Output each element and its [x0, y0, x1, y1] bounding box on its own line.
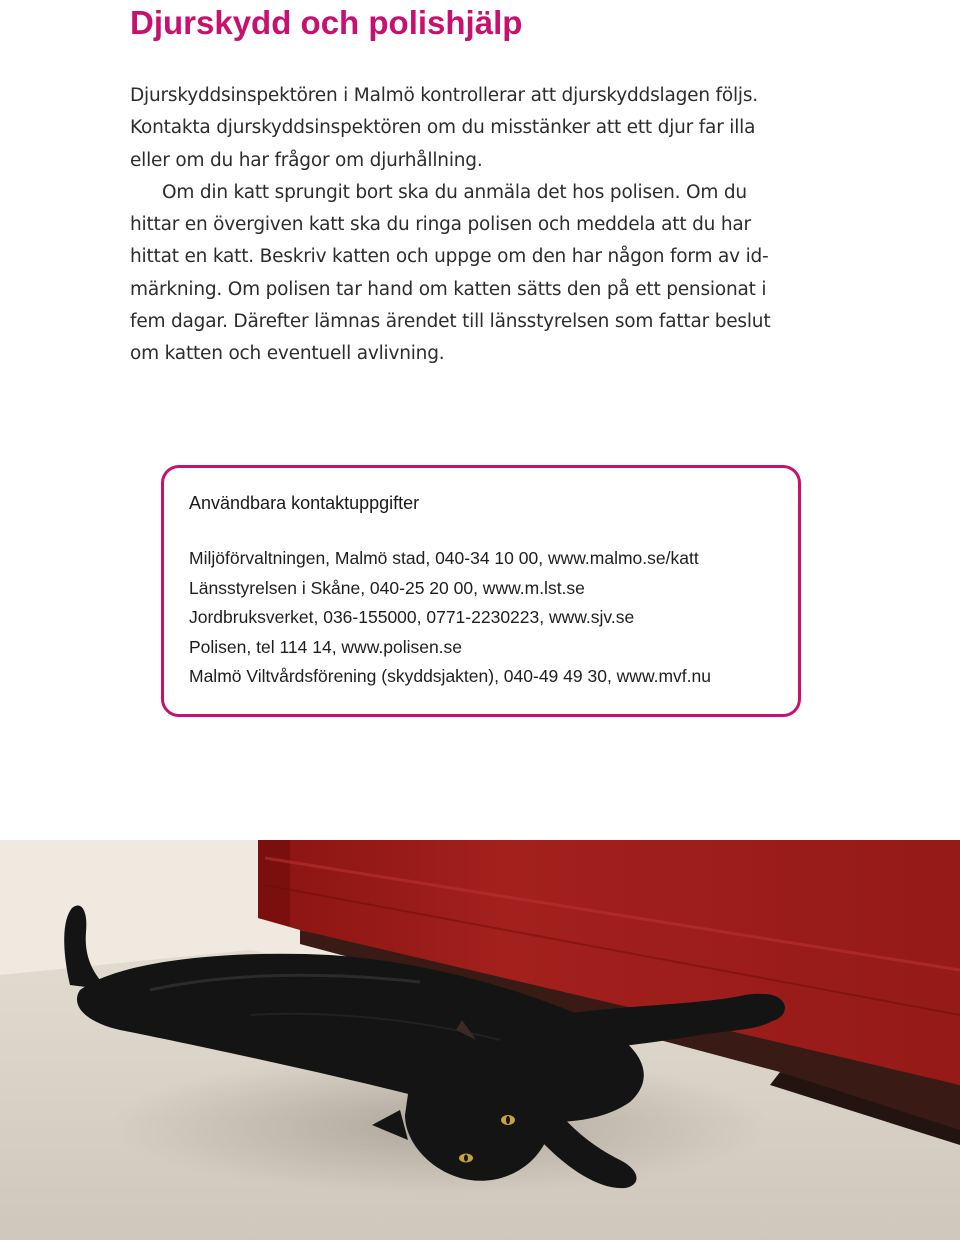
contact-item-miljoforvaltningen: Miljöförvaltningen, Malmö stad, 040-34 10 00, www.malmo.se/katt: [189, 548, 699, 568]
contact-list: [189, 544, 711, 692]
contact-box: [161, 465, 801, 717]
intro-paragraph-2: Om din katt sprungit bort ska du anmäla det hos polisen. Om du hittar en övergiven katt ska du ringa polisen och meddela att du har hittat en katt. Beskriv katten och uppge om den har någon form av id-märkning. Om polisen tar hand om katten sätts den på ett pensionat i fem dagar. Därefter lämnas ärendet till länsstyrelsen som fattar beslut om katten och eventuell avlivning.: [130, 181, 771, 365]
intro-paragraph-1: Djurskyddsinspektören i Malmö kontrollerar att djurskyddslagen följs. Kontakta djurskyddsinspektören om du misstänker att ett djur far illa eller om du har frågor om djurhållning.: [130, 85, 758, 171]
page-title: Djurskydd och polishjälp: [130, 4, 523, 41]
intro-text: [130, 80, 790, 371]
black-cat-photo: [0, 840, 960, 1240]
contact-item-polisen: Polisen, tel 114 14, www.polisen.se: [189, 636, 463, 657]
contact-item-viltvardsforening: Malmö Viltvårdsförening (skyddsjakten), 040-49 49 30, www.mvf.nu: [189, 666, 712, 687]
contact-item-lansstyrelsen: Länsstyrelsen i Skåne, 040-25 20 00, www.m.lst.se: [189, 577, 585, 598]
contact-heading: Användbara kontaktuppgifter: [189, 493, 420, 513]
contact-item-jordbruksverket: Jordbruksverket, 036-155000, 0771-2230223, www.sjv.se: [189, 607, 635, 628]
door-frame: [258, 840, 290, 926]
